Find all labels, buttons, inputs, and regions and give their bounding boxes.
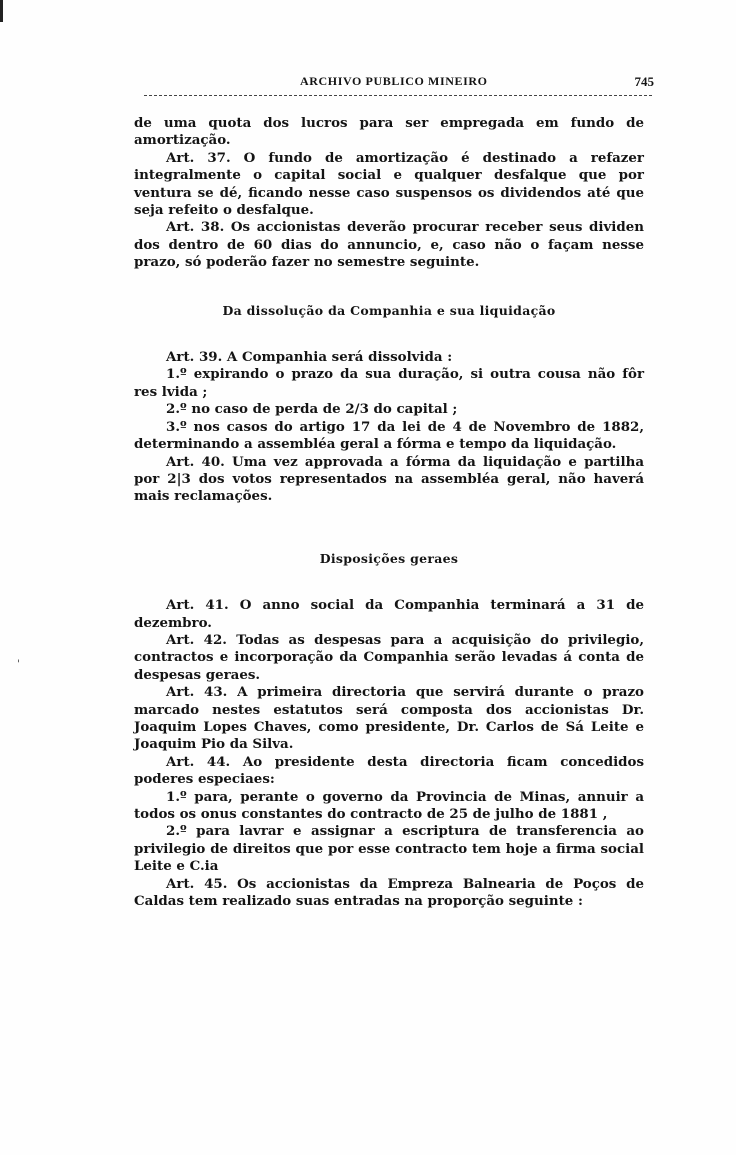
paragraph-art-44: Art. 44. Ao presidente desta directoria ficam concedidos poderes especiaes: (134, 753, 644, 788)
paragraph-art-41: Art. 41. O anno social da Companhia terminará a 31 de dezembro. (134, 597, 644, 631)
section-heading-dissolution: Da dissolução da Companhia e sua liquidação (222, 302, 556, 318)
list-item: 2.º para lavrar e assignar a escriptura de transferencia ao privilegio de direitos que por esse contracto tem hoje a firma social Leite e C.ia (134, 823, 644, 875)
paragraph-art-40: Art. 40. Uma vez approvada a fórma da liquidação e partilha por 2|3 dos votos representados na assembléa geral, não haverá mais reclamações. (134, 453, 644, 505)
list-item: 1.º expirando o prazo da sua duração, si outra cousa não fôr res lvida ; (134, 366, 644, 400)
section-heading-general: Disposições geraes (319, 550, 459, 566)
paragraph: de uma quota dos lucros para ser empregada em fundo de amortização. (134, 115, 644, 149)
paragraph-art-43: Art. 43. A primeira directoria que servirá durante o prazo marcado nestes estatutos será composta dos accionistas Dr. Joaquim Lopes Chaves, como presidente, Dr. Carlos de Sá Leite e Joaquim Pio da Silva. (134, 684, 644, 753)
running-title: ARCHIVO PUBLICO MINEIRO (300, 74, 488, 88)
page-header (140, 74, 654, 92)
margin-mark: ' (17, 659, 20, 670)
list-item: 3.º nos casos do artigo 17 da lei de 4 de Novembro de 1882, determinando a assembléa geral a fórma e tempo da liquidação. (134, 418, 644, 453)
page-number: 745 (634, 74, 654, 89)
scan-edge-mark (0, 0, 3, 22)
paragraph-art-37: Art. 37. O fundo de amortização é destinado a refazer integralmente o capital social e qualquer desfalque que por ventura se dé, ficando nesse caso suspensos os dividendos até que seja refeito o desfalque. (134, 149, 644, 219)
body-text (134, 115, 644, 910)
paragraph-art-42: Art. 42. Todas as despesas para a acquisição do privilegio, contractos e incorporação da Companhia serão levadas á conta de despesas geraes. (134, 631, 644, 683)
list-item: 2.º no caso de perda de 2/3 do capital ; (166, 401, 458, 418)
paragraph-art-39: Art. 39. A Companhia será dissolvida : (166, 349, 453, 366)
paragraph-art-45: Art. 45. Os accionistas da Empreza Balnearia de Poços de Caldas tem realizado suas entradas na proporção seguinte : (134, 875, 644, 910)
list-item: 1.º para, perante o governo da Provincia de Minas, annuir a todos os onus constantes do contracto de 25 de julho de 1881 , (134, 788, 644, 822)
paragraph-art-38: Art. 38. Os accionistas deverão procurar receber seus dividen dos dentro de 60 dias do annuncio, e, caso não o façam nesse prazo, só poderão fazer no semestre seguinte. (134, 219, 644, 271)
header-rule (144, 95, 652, 96)
